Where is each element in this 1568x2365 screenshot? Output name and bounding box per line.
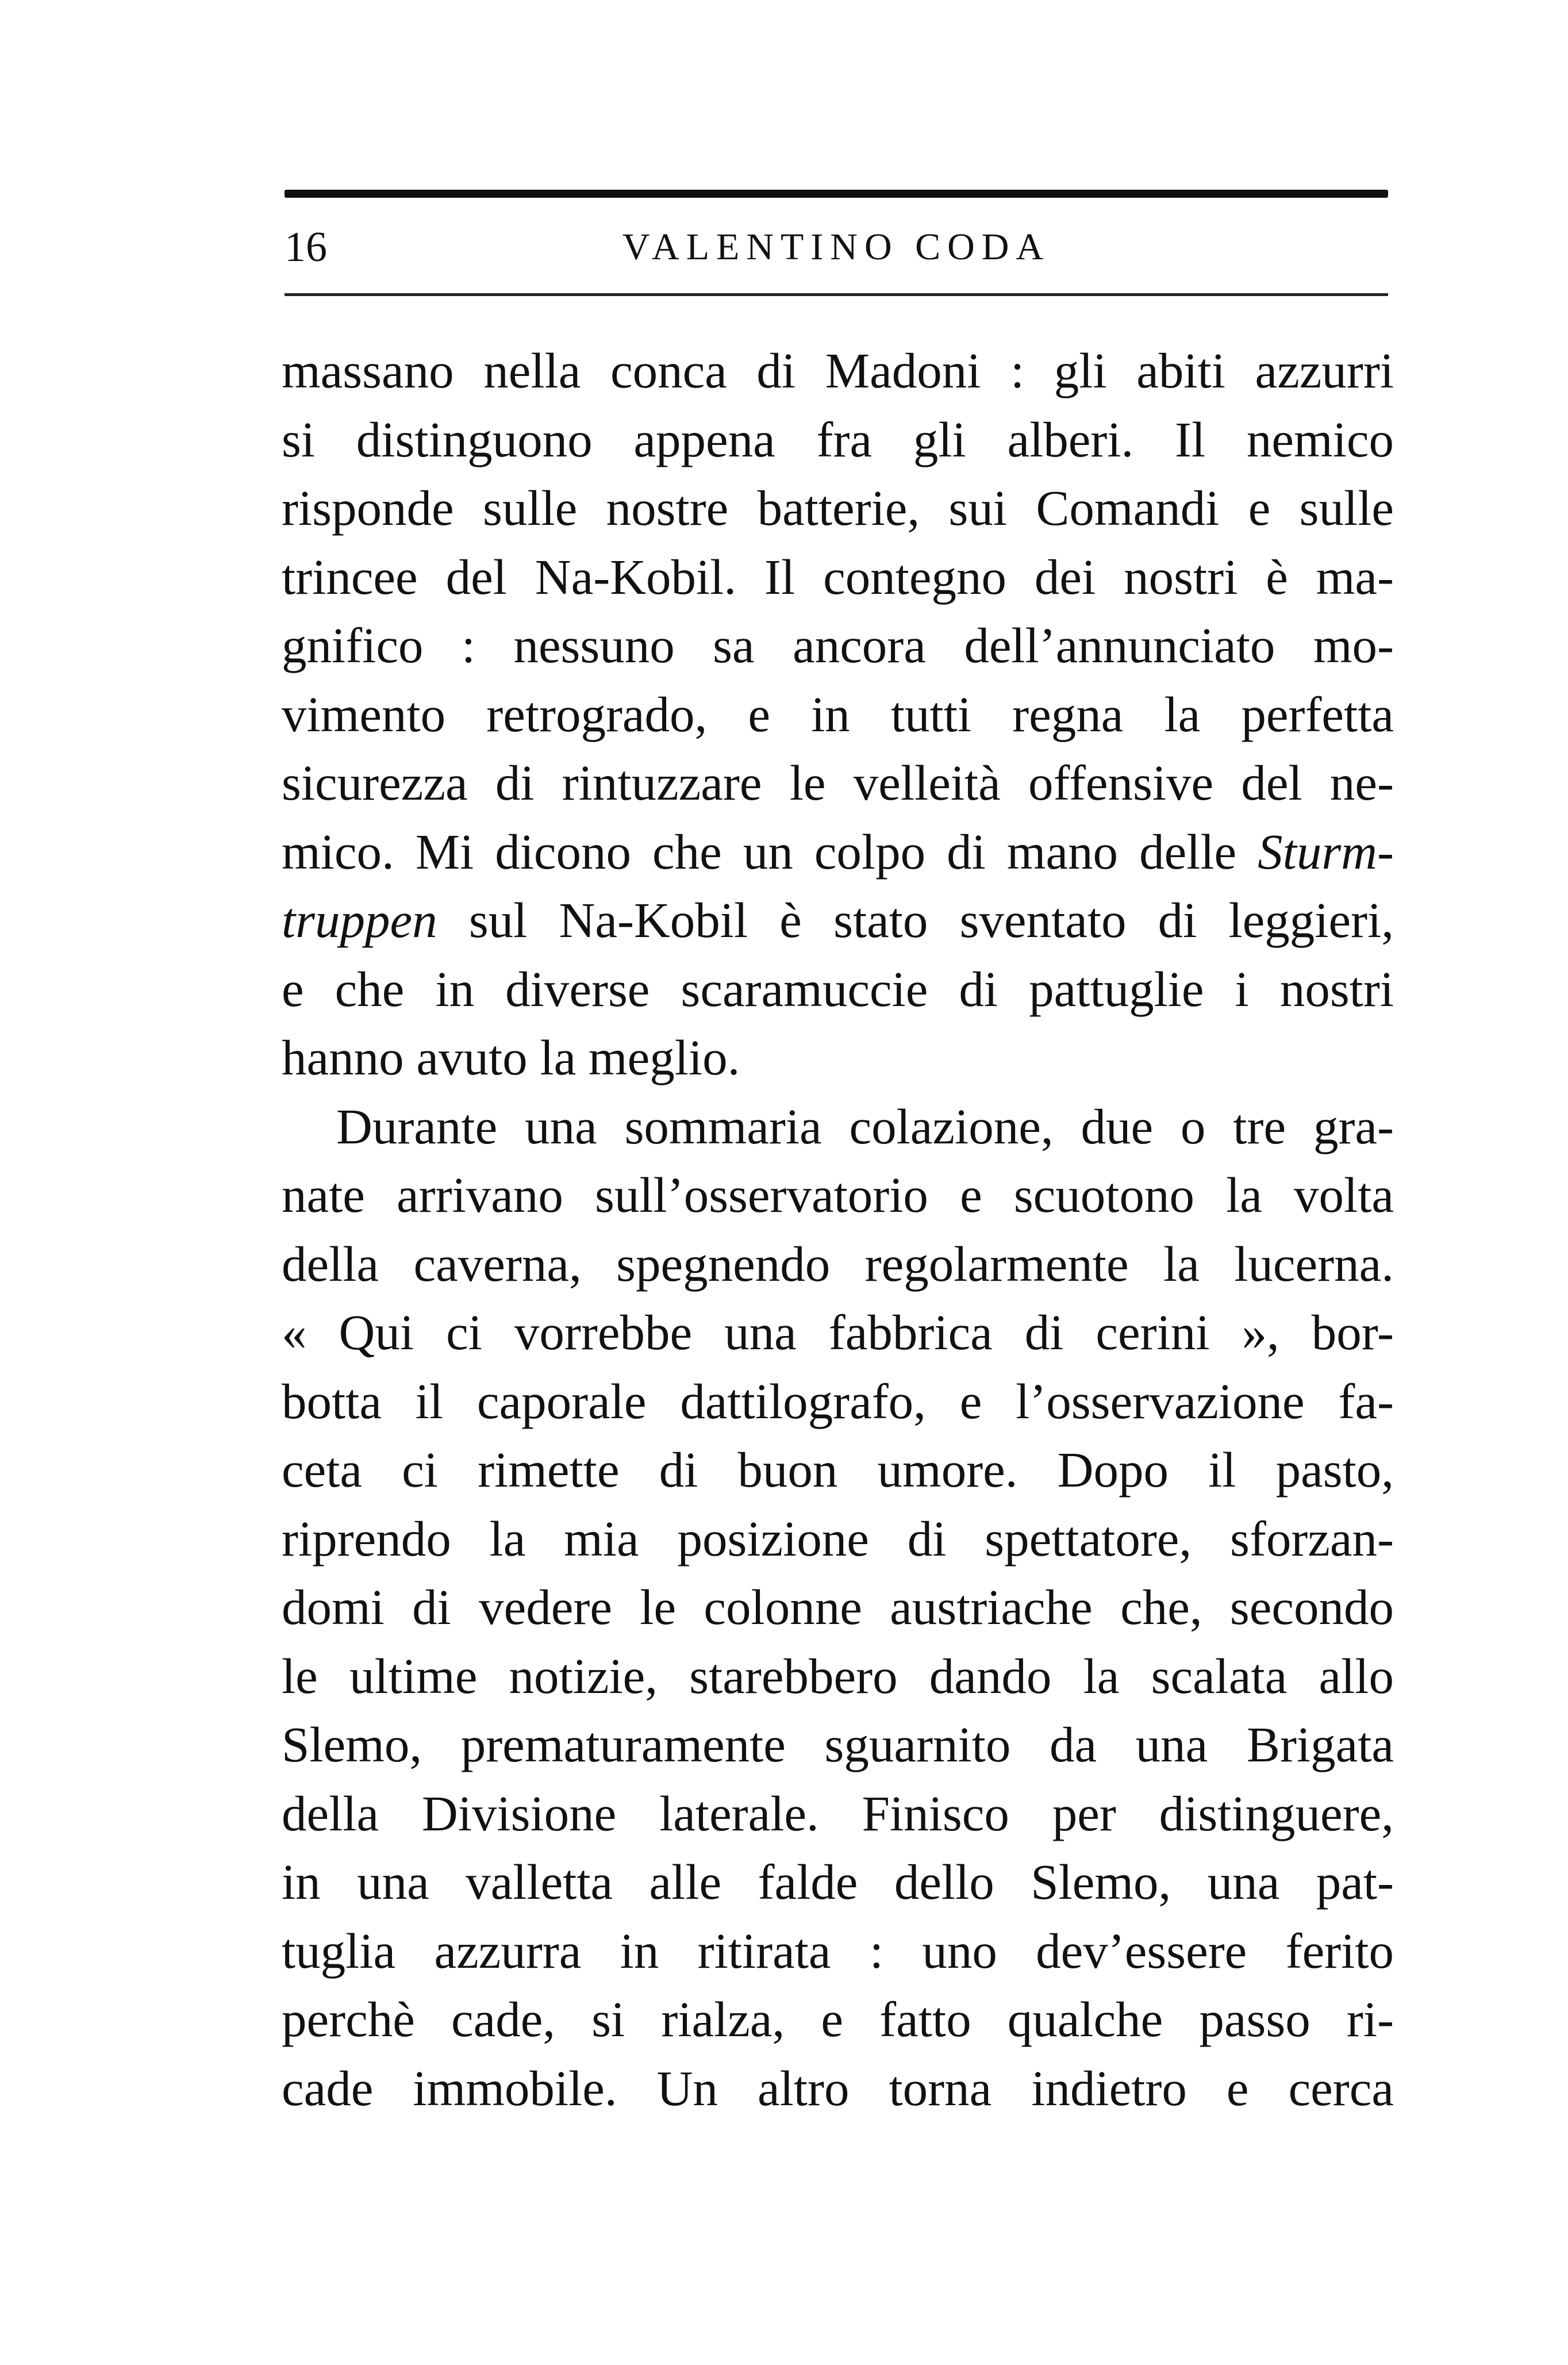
header-rule-thick xyxy=(285,190,1388,198)
text-line: « Qui ci vorrebbe una fabbrica di cerini », bor- xyxy=(282,1304,1394,1360)
text-line: botta il caporale dattilografo, e l’osservazione fa- xyxy=(282,1373,1394,1429)
text-line: le ultime notizie, starebbero dando la scalata allo xyxy=(282,1648,1394,1704)
text-line: si distinguono appena fra gli alberi. Il nemico xyxy=(282,411,1394,467)
italic-term: truppen xyxy=(282,892,437,948)
text-line: perchè cade, si rialza, e fatto qualche passo ri- xyxy=(282,1991,1394,2047)
text-line: della caverna, spegnendo regolarmente la lucerna. xyxy=(282,1235,1394,1292)
text-line: hanno avuto la meglio. xyxy=(282,1030,740,1085)
text-line: Durante una sommaria colazione, due o tre gra- xyxy=(336,1098,1394,1154)
text-line: riprendo la mia posizione di spettatore, sforzan- xyxy=(282,1510,1394,1567)
text-line: tuglia azzurra in ritirata : uno dev’essere ferito xyxy=(282,1922,1394,1979)
text-line xyxy=(282,817,1394,886)
text-line: domi di vedere le colonne austriache che, secondo xyxy=(282,1579,1394,1635)
header-rule-thin xyxy=(285,293,1388,296)
page-number: 16 xyxy=(285,224,327,271)
text-segment: sul Na-Kobil è stato sventato di leggieri, xyxy=(437,892,1394,948)
text-line: vimento retrogrado, e in tutti regna la perfetta xyxy=(282,686,1394,742)
text-line: ceta ci rimette di buon umore. Dopo il pasto, xyxy=(282,1442,1394,1498)
text-segment: mico. Mi dicono che un colpo di mano delle xyxy=(282,823,1258,880)
text-line: nate arrivano sull’osservatorio e scuotono la volta xyxy=(282,1167,1394,1223)
italic-term: Sturm- xyxy=(1258,823,1394,880)
text-line xyxy=(282,886,1394,955)
text-line: sicurezza di rintuzzare le velleità offensive del ne- xyxy=(282,755,1394,811)
text-line: cade immobile. Un altro torna indietro e cerca xyxy=(282,2060,1394,2116)
text-line: in una valletta alle falde dello Slemo, una pat- xyxy=(282,1854,1394,1910)
text-line: massano nella conca di Madoni : gli abiti azzurri xyxy=(282,343,1394,398)
text-line: e che in diverse scaramuccie di pattuglie i nostri xyxy=(282,961,1394,1017)
text-line: trincee del Na-Kobil. Il contegno dei nostri è ma- xyxy=(282,548,1394,605)
text-line: Slemo, prematuramente sguarnito da una Brigata xyxy=(282,1717,1394,1772)
text-line: della Divisione laterale. Finisco per distinguere, xyxy=(282,1785,1394,1841)
running-title: VALENTINO CODA xyxy=(622,226,1051,268)
running-head xyxy=(285,213,1388,282)
text-line: risponde sulle nostre batterie, sui Comandi e sulle xyxy=(282,480,1394,536)
body-text xyxy=(282,336,1394,2122)
text-line: gnifico : nessuno sa ancora dell’annunciato mo- xyxy=(282,617,1394,673)
